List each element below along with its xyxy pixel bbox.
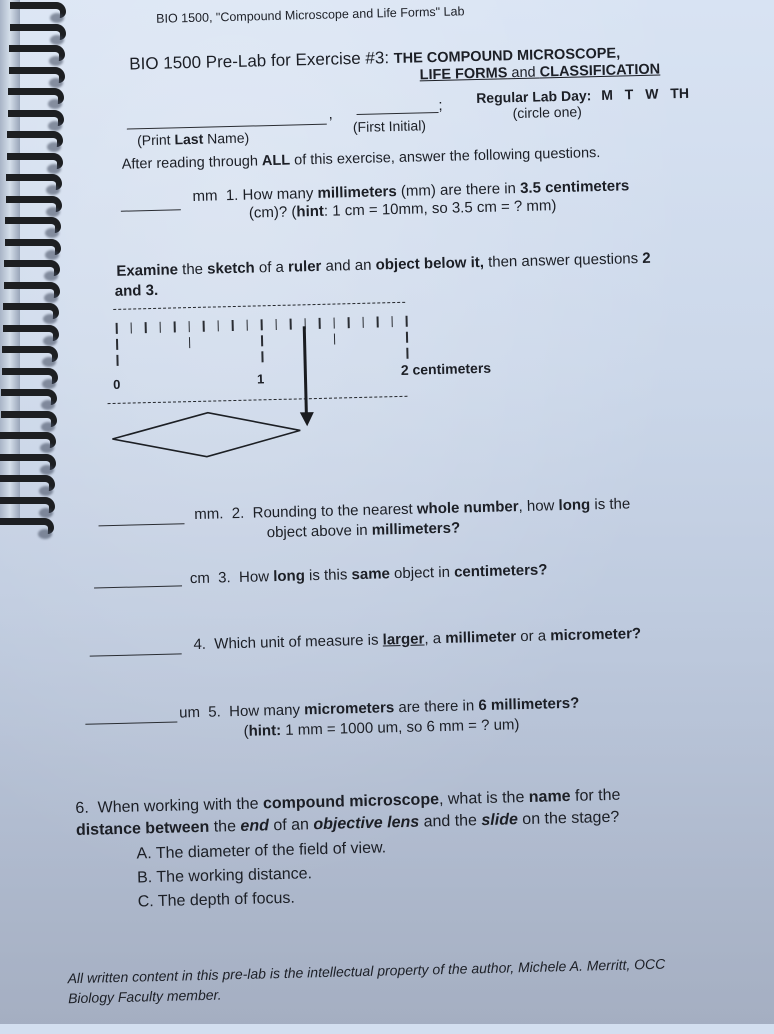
last-name-input[interactable]: [127, 124, 327, 130]
first-initial-label: (First Initial): [352, 117, 427, 136]
last-name-label: (Print Last Name): [136, 129, 250, 149]
q1-line2: (cm)? (hint: 1 cm = 10mm, so 3.5 cm = ? mm): [248, 197, 557, 222]
lab-day-w[interactable]: W: [645, 85, 659, 102]
ruler-tick: [377, 316, 379, 327]
ruler-label-2cm: 2 centimeters: [400, 359, 492, 378]
ruler-tick: [116, 323, 118, 334]
ruler-tick: [246, 320, 248, 331]
q4-answer-input[interactable]: [90, 653, 182, 656]
title-line1: THE COMPOUND MICROSCOPE,: [393, 45, 621, 68]
q5-line1: um 5. How many micrometers are there in 6 millimeters?: [178, 694, 580, 722]
footer-copyright-line2: Biology Faculty member.: [67, 986, 222, 1007]
ruler-bottom-line: [108, 396, 408, 404]
semicolon: ;: [438, 96, 443, 114]
ruler-tick: [290, 319, 292, 330]
ruler-tick-long: [406, 332, 408, 343]
ruler-top-line: [113, 302, 405, 310]
footer-copyright-line1: All written content in this pre-lab is the intellectual property of the author, Michele A. Merritt, OCC: [67, 955, 666, 987]
ruler-label-1: 1: [256, 371, 265, 387]
object-diamond-icon: [108, 406, 309, 461]
ruler-intro: Examine the sketch of a ruler and an object below it, then answer questions 2: [116, 249, 651, 280]
lab-day-t[interactable]: T: [624, 86, 634, 103]
ruler-tick-long: [188, 337, 190, 348]
comma: ,: [328, 105, 333, 123]
q6-option-b[interactable]: B. The working distance.: [136, 865, 313, 887]
ruler-tick: [159, 322, 161, 333]
lab-day-m[interactable]: M: [600, 86, 614, 103]
first-initial-input[interactable]: [357, 112, 439, 115]
q6-option-a[interactable]: A. The diameter of the field of view.: [136, 839, 387, 863]
ruler-tick-long: [116, 339, 118, 350]
q6-option-c[interactable]: C. The depth of focus.: [137, 889, 296, 911]
title-classification: CLASSIFICATION: [539, 61, 661, 81]
ruler-tick-long: [261, 335, 263, 346]
ruler-tick-long: [333, 334, 335, 345]
ruler-intro-line2: and 3.: [114, 281, 159, 300]
q2-line2: object above in millimeters?: [266, 519, 461, 542]
title-life-forms: LIFE FORMS: [419, 65, 508, 84]
q6-line1: 6. When working with the compound microscope, what is the name for the: [75, 786, 621, 818]
ruler-tick: [203, 321, 205, 332]
arrow-icon: [303, 326, 308, 416]
ruler-tick: [130, 323, 132, 334]
q1-unit: mm: [192, 187, 218, 205]
q2-line1: mm. 2. Rounding to the nearest whole number, how long is the: [194, 495, 631, 524]
q4-text: 4. Which unit of measure is larger, a millimeter or a micrometer?: [193, 625, 642, 654]
ruler-tick: [348, 317, 350, 328]
ruler-tick: [217, 320, 219, 331]
q1-answer-input[interactable]: [121, 209, 181, 211]
q3-text: cm 3. How long is this same object in centimeters?: [189, 561, 548, 588]
q2-answer-input[interactable]: [99, 523, 185, 526]
running-header: BIO 1500, "Compound Microscope and Life Forms" Lab: [155, 4, 465, 26]
title-and: and: [507, 64, 540, 82]
q5-answer-input[interactable]: [85, 722, 177, 725]
ruler-tick-long: [406, 348, 408, 359]
q1-number: 1.: [225, 186, 239, 205]
q3-answer-input[interactable]: [94, 585, 182, 588]
ruler-tick-long: [261, 351, 263, 362]
q6-line2: distance between the end of an objective lens and the slide on the stage?: [75, 808, 620, 840]
ruler-tick: [145, 322, 147, 333]
ruler-tick: [319, 318, 321, 329]
ruler-tick: [174, 321, 176, 332]
ruler-tick: [333, 318, 335, 329]
ruler-tick: [261, 319, 263, 330]
lab-day-row: [476, 85, 689, 106]
ruler-tick: [391, 316, 393, 327]
ruler-tick: [406, 316, 408, 327]
ruler-tick: [275, 319, 277, 330]
ruler-tick-long: [116, 355, 118, 366]
lab-day-label: Regular Lab Day:: [476, 87, 592, 107]
ruler-tick: [232, 320, 234, 331]
instructions: After reading through ALL of this exercise, answer the following questions.: [121, 145, 601, 173]
q5-line2: (hint: 1 mm = 1000 um, so 6 mm = ? um): [243, 716, 520, 740]
title-prefix: BIO 1500 Pre-Lab for Exercise #3:: [129, 48, 390, 74]
ruler-tick: [188, 321, 190, 332]
ruler-label-0: 0: [112, 376, 121, 392]
q1-line1: mm 1. How many millimeters (mm) are there in 3.5 centimeters: [192, 177, 630, 205]
ruler-tick: [362, 317, 364, 328]
lab-day-th[interactable]: TH: [670, 84, 690, 102]
lab-day-hint: (circle one): [512, 103, 583, 122]
